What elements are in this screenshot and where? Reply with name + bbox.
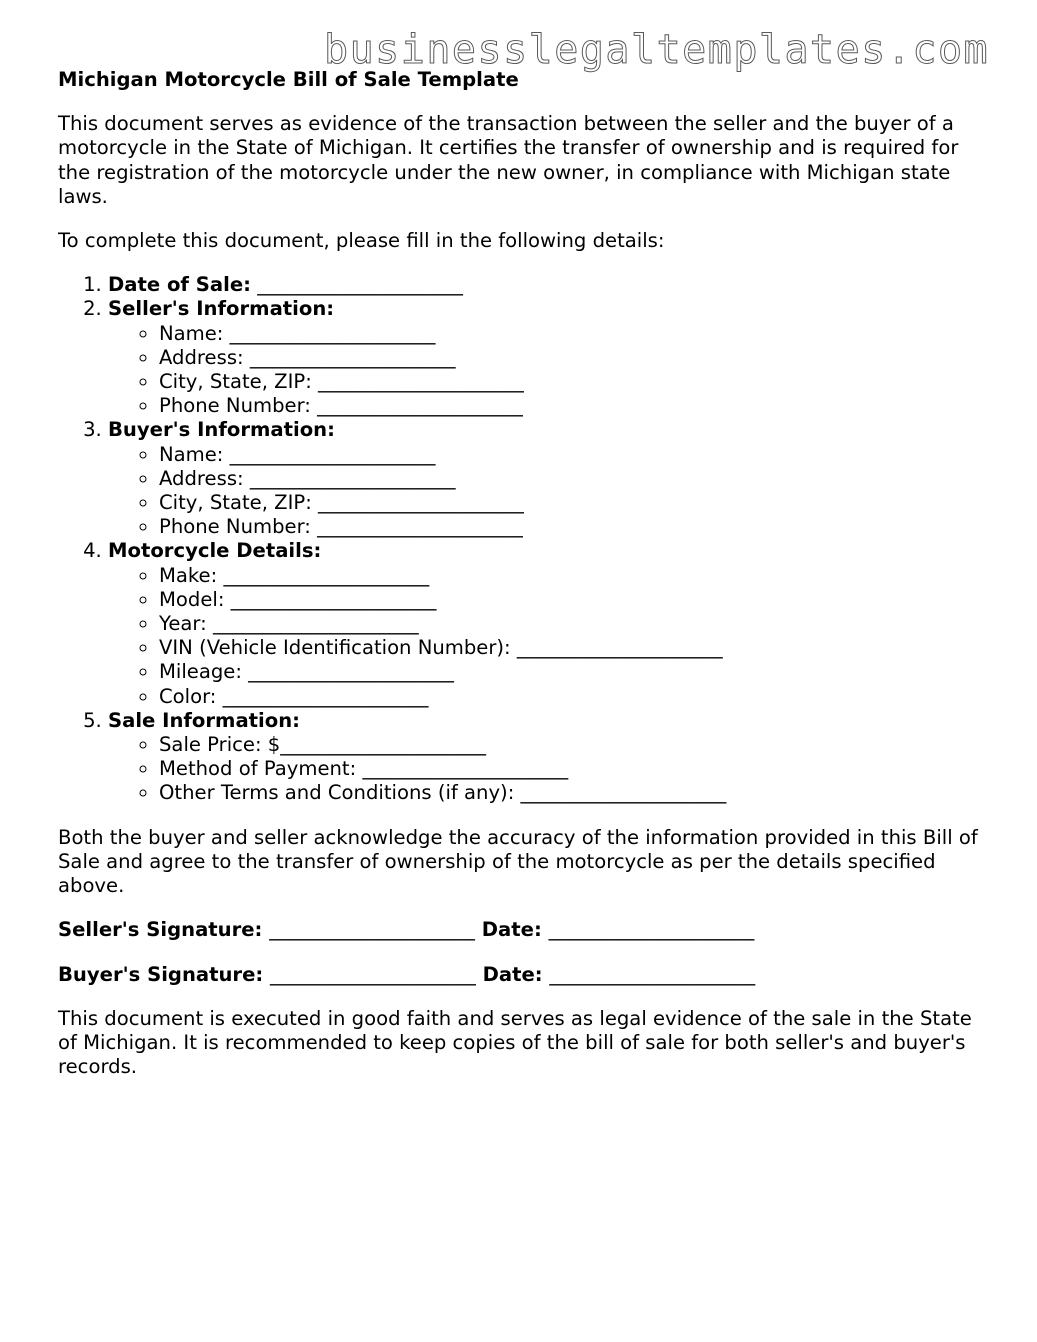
seller-signature-line [58, 918, 988, 942]
step-date-of-sale [108, 273, 988, 297]
seller-city-state-zip-field: ◦ City, State, ZIP: _____________________ [159, 370, 988, 394]
motorcycle-model-field: ◦ Model: _____________________ [159, 588, 988, 612]
motorcycle-vin-field: ◦ VIN (Vehicle Identification Number): _____________________ [159, 636, 988, 660]
seller-information-label: Seller's Information: [108, 297, 335, 321]
instructions-paragraph: To complete this document, please fill in the following details: [58, 229, 665, 253]
buyer-city-state-zip-field: ◦ City, State, ZIP: _____________________ [159, 491, 988, 515]
buyer-date-label: Date: [482, 962, 543, 986]
seller-date-label: Date: [481, 918, 542, 942]
seller-date-blank: _____________________ [548, 918, 755, 942]
document-title: Michigan Motorcycle Bill of Sale Template [58, 68, 519, 91]
intro-paragraph: This document serves as evidence of the transaction between the seller and the buyer of a motorcycle in the State of Michigan. It certifies the transfer of ownership and is required for the registration of the motorcycle under the new owner, in compliance with Michigan state laws. [58, 112, 959, 208]
motorcycle-mileage-field: ◦ Mileage: _____________________ [159, 660, 988, 684]
motorcycle-make-field: ◦ Make: _____________________ [159, 564, 988, 588]
step-seller-information [108, 297, 988, 418]
other-terms-field: ◦ Other Terms and Conditions (if any): _____________________ [159, 781, 988, 805]
seller-fields [108, 322, 988, 419]
closing-paragraph: This document is executed in good faith and serves as legal evidence of the sale in the State of Michigan. It is recommended to keep copies of the bill of sale for both seller's and buyer's records. [58, 1006, 972, 1079]
acknowledgement-paragraph: Both the buyer and seller acknowledge the accuracy of the information provided in this Bill of Sale and agree to the transfer of ownership of the motorcycle as per the details specified above. [58, 825, 978, 898]
step-buyer-information [108, 418, 988, 539]
buyer-fields [108, 443, 988, 540]
sale-fields [108, 733, 988, 806]
buyer-address-field: ◦ Address: _____________________ [159, 467, 988, 491]
seller-phone-field: ◦ Phone Number: _____________________ [159, 394, 988, 418]
buyer-information-label: Buyer's Information: [108, 418, 335, 442]
seller-signature-blank: _____________________ [269, 918, 475, 942]
payment-method-field: ◦ Method of Payment: _____________________ [159, 757, 988, 781]
buyer-phone-field: ◦ Phone Number: _____________________ [159, 515, 988, 539]
date-of-sale-blank: _____________________ [257, 273, 463, 297]
motorcycle-details-label: Motorcycle Details: [108, 539, 322, 563]
seller-signature-label: Seller's Signature: [58, 918, 263, 942]
step-motorcycle-details [108, 539, 988, 708]
date-of-sale-label: Date of Sale: [108, 273, 251, 297]
buyer-signature-line [58, 963, 988, 987]
document-body [58, 68, 988, 1079]
motorcycle-year-field: ◦ Year: _____________________ [159, 612, 988, 636]
sale-information-label: Sale Information: [108, 708, 301, 732]
step-sale-information [108, 709, 988, 806]
motorcycle-fields [108, 564, 988, 709]
seller-name-field: ◦ Name: _____________________ [159, 322, 988, 346]
details-list [58, 273, 988, 805]
motorcycle-color-field: ◦ Color: _____________________ [159, 685, 988, 709]
buyer-date-blank: _____________________ [549, 962, 756, 986]
sale-price-field: ◦ Sale Price: $_____________________ [159, 733, 988, 757]
buyer-signature-blank: _____________________ [270, 962, 476, 986]
buyer-signature-label: Buyer's Signature: [58, 962, 264, 986]
watermark-text: businesslegaltemplates.com [324, 27, 990, 73]
seller-address-field: ◦ Address: _____________________ [159, 346, 988, 370]
buyer-name-field: ◦ Name: _____________________ [159, 443, 988, 467]
